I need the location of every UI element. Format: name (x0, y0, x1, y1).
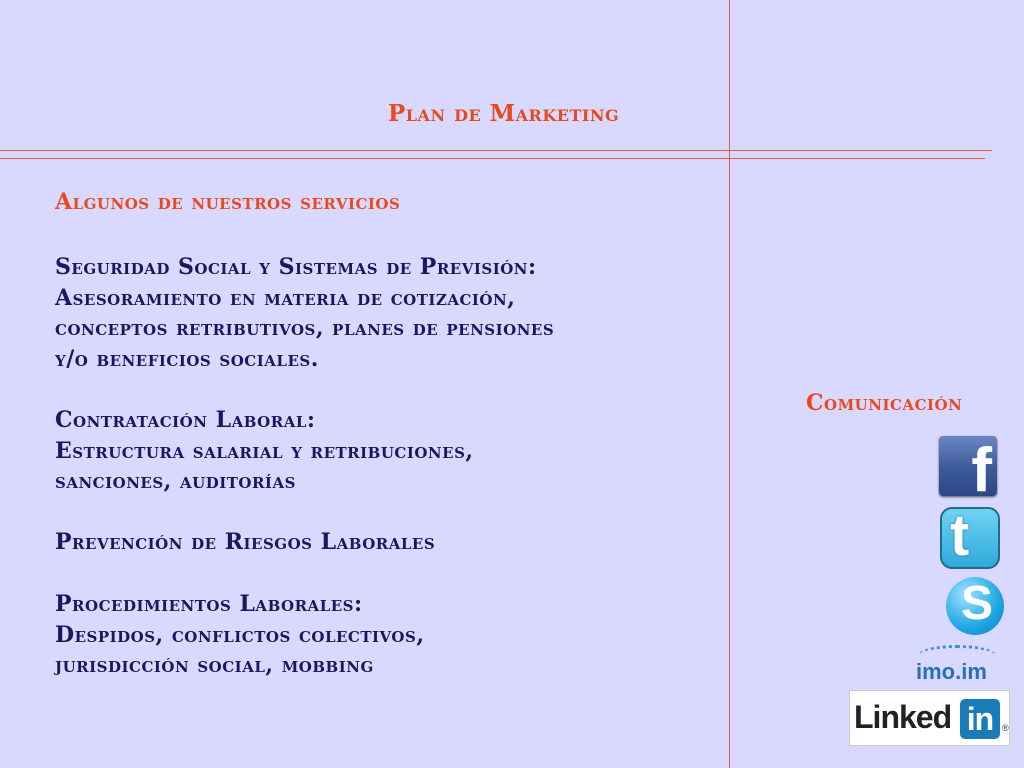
service-line: Asesoramiento en materia de cotización, (55, 284, 516, 311)
linkedin-icon[interactable] (849, 690, 1010, 746)
twitter-glyph: t (950, 507, 970, 568)
service-line: Contratación Laboral: (55, 407, 316, 433)
service-line: Despidos, conflictos colectivos, (55, 621, 425, 648)
twitter-icon[interactable] (940, 507, 1000, 569)
services-title: Algunos de nuestros servicios (55, 189, 401, 215)
horizontal-divider-top (0, 150, 992, 151)
service-line: jurisdicción social, mobbing (55, 652, 374, 678)
skype-glyph: S (961, 577, 994, 630)
service-line: sanciones, auditorías (55, 468, 296, 494)
service-line: conceptos retributivos, planes de pensiones (55, 315, 555, 341)
service-block-social-security (55, 252, 554, 374)
service-block-risk-prevention (55, 527, 435, 558)
service-line: Prevención de Riesgos Laborales (55, 529, 436, 555)
service-line: Procedimientos Laborales: (55, 591, 363, 617)
linkedin-label: Linked (854, 699, 952, 735)
imo-label: imo.im (916, 659, 987, 684)
service-line: Seguridad Social y Sistemas de Previsión: (55, 254, 537, 280)
vertical-divider (729, 0, 730, 768)
skype-icon[interactable] (946, 577, 1004, 635)
service-block-hiring (55, 405, 474, 497)
service-line: y/o beneficios sociales. (55, 345, 319, 372)
facebook-icon[interactable] (939, 436, 997, 496)
horizontal-divider-bottom (0, 158, 985, 159)
linkedin-registered-mark: ® (1002, 723, 1009, 733)
page-title: Plan de Marketing (388, 100, 620, 127)
imo-icon[interactable] (912, 645, 1002, 685)
service-block-procedures (55, 589, 425, 681)
service-line: Estructura salarial y retribuciones, (55, 437, 474, 464)
communication-title: Comunicación (806, 390, 963, 416)
facebook-glyph: f (971, 436, 992, 496)
linkedin-in-box: in (960, 699, 1000, 739)
